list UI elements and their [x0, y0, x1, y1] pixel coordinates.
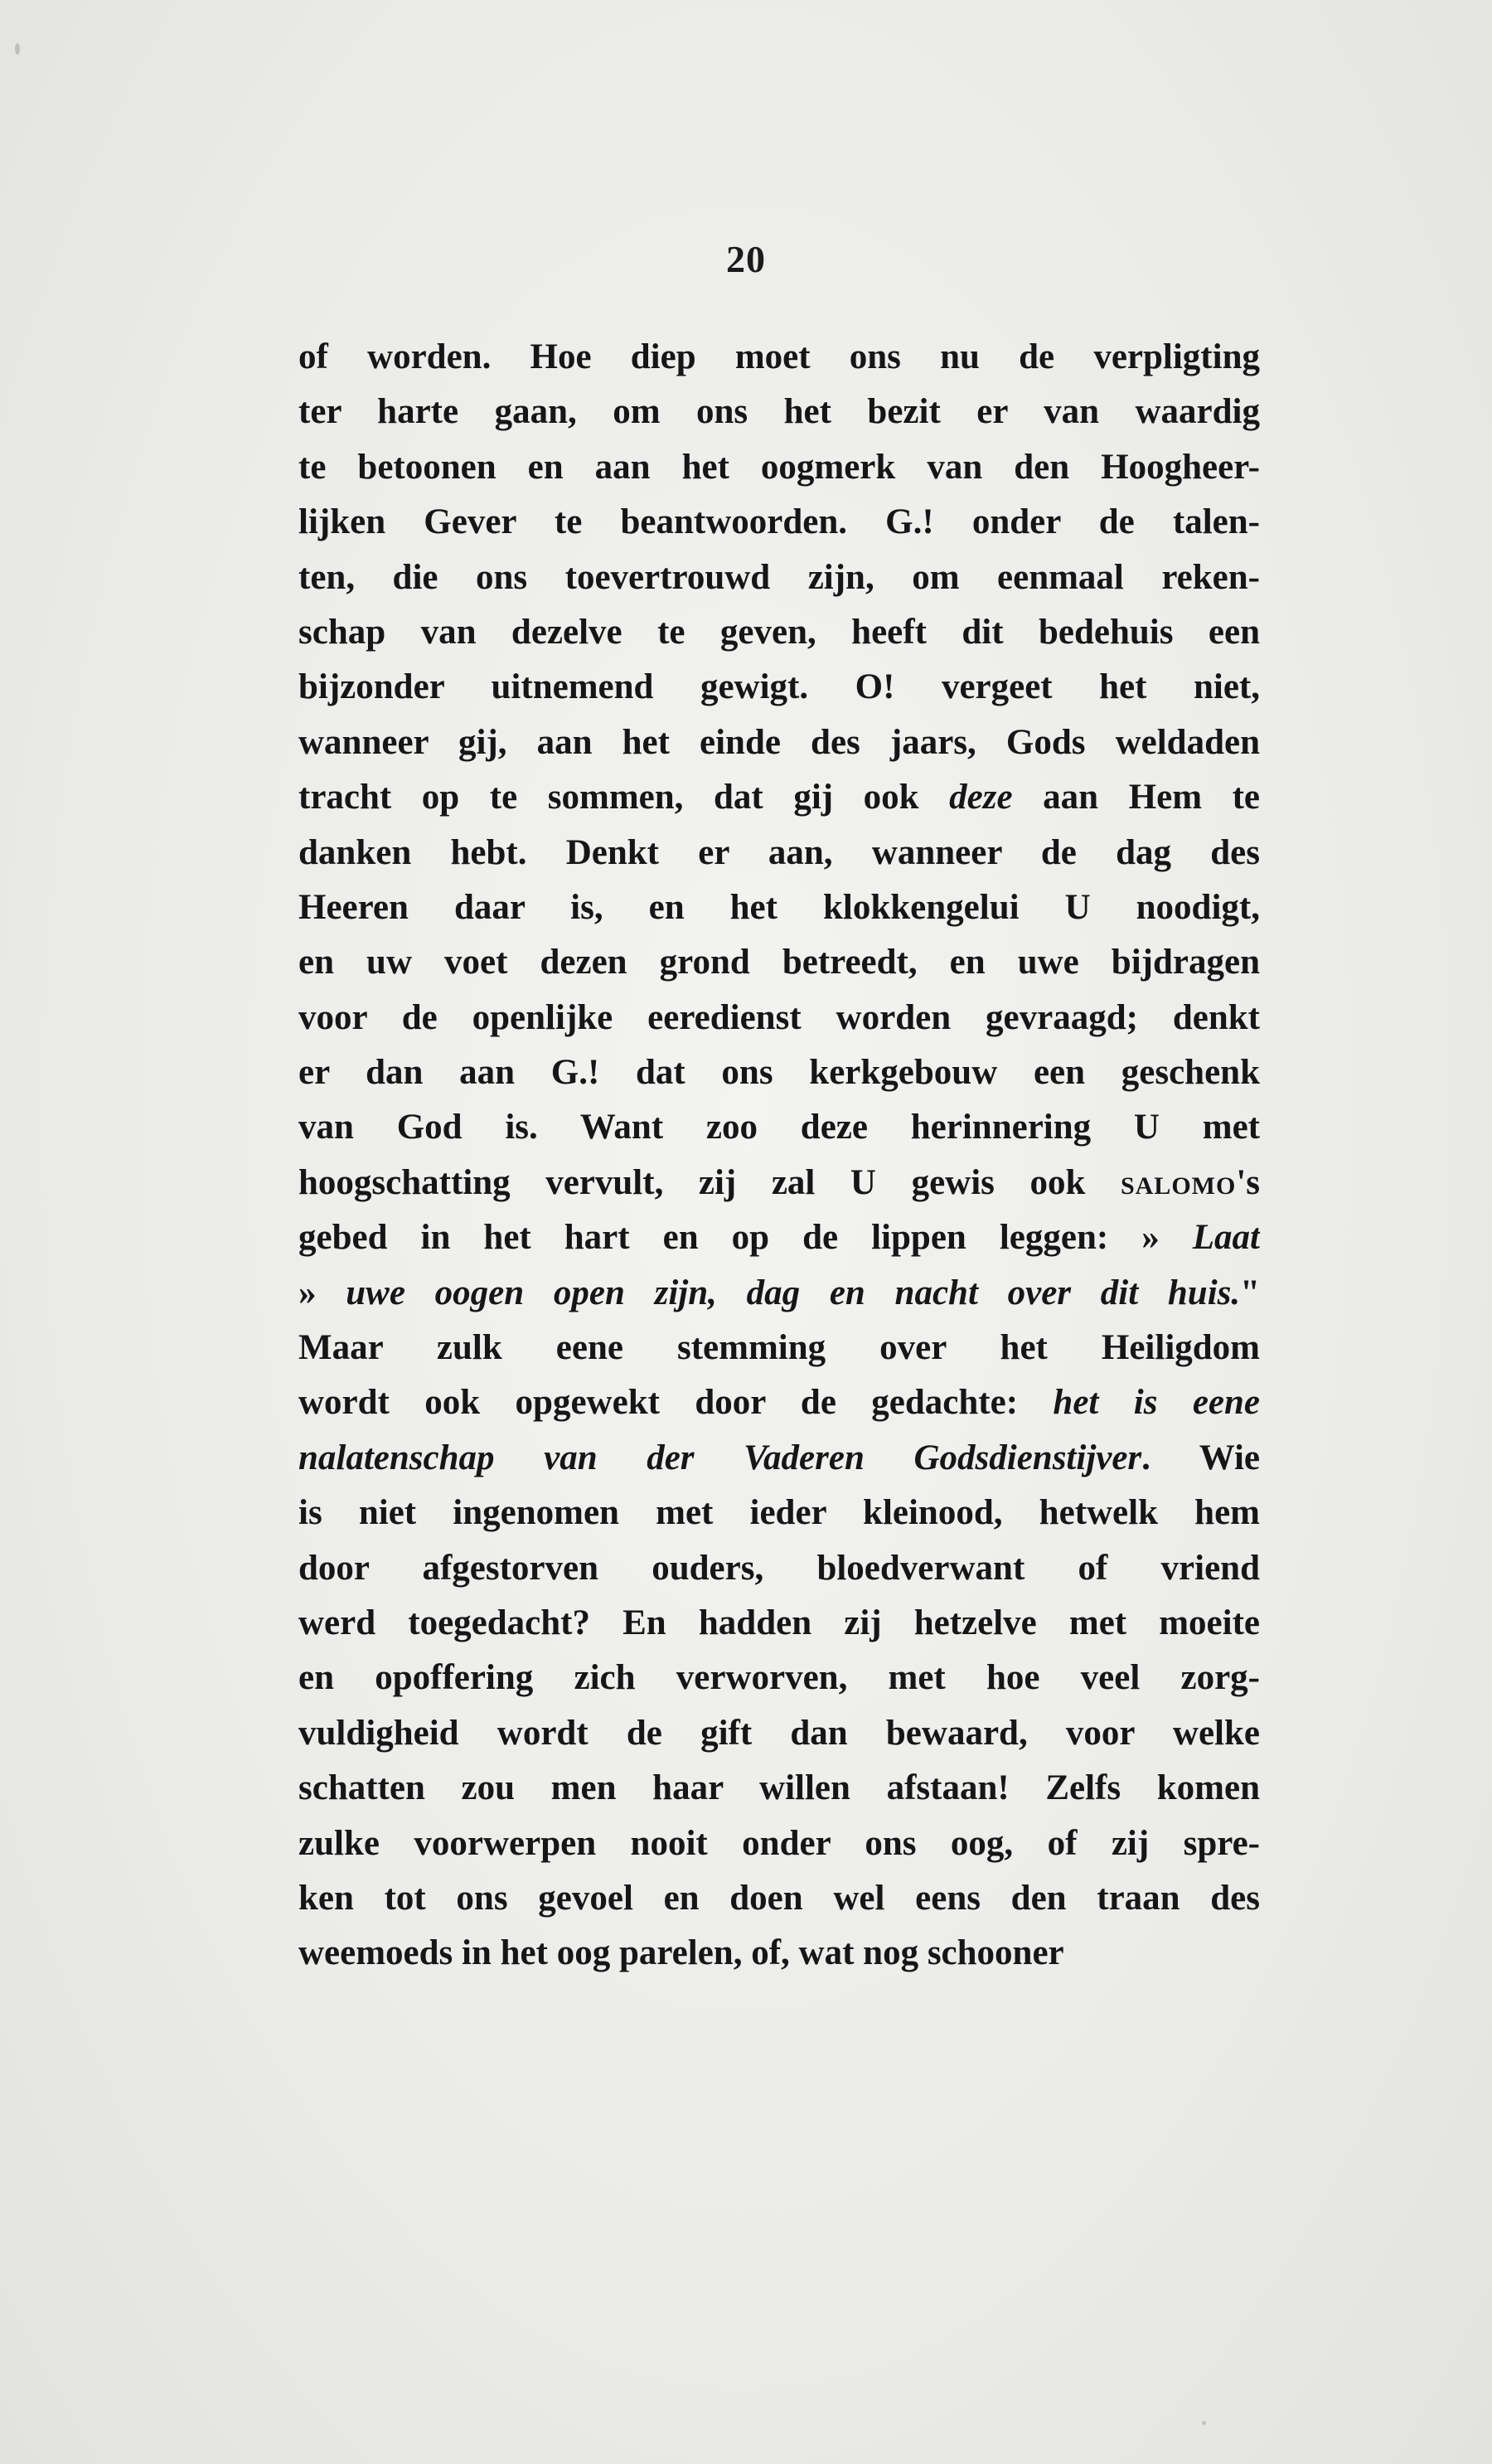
text-segment: er dan aan G.! dat ons kerkgebouw een geschenk: [298, 1053, 1260, 1093]
text-segment: zulke voorwerpen nooit onder ons oog, of zij spre-: [298, 1823, 1260, 1863]
text-line: [298, 1706, 1260, 1761]
text-segment: Maar zulk eene stemming over het Heiligdom: [298, 1328, 1260, 1368]
text-segment: en opoffering zich verworven, met hoe veel zorg-: [298, 1658, 1260, 1698]
text-line: [298, 605, 1260, 660]
small-caps-text: salomo: [1120, 1162, 1237, 1202]
italic-text: het is eene: [1053, 1383, 1260, 1423]
page-number: 20: [726, 238, 766, 280]
text-line: [298, 935, 1260, 990]
text-segment: werd toegedacht? En hadden zij hetzelve met moeite: [298, 1603, 1260, 1642]
text-segment: ter harte gaan, om ons het bezit er van waardig: [298, 392, 1260, 432]
text-segment: ken tot ons gevoel en doen wel eens den traan des: [298, 1878, 1260, 1918]
text-line: [298, 1266, 1260, 1321]
text-line: [298, 1651, 1260, 1705]
text-segment: aan Hem te: [1012, 778, 1260, 817]
text-segment: schap van dezelve te geven, heeft dit bedehuis een: [298, 612, 1260, 652]
text-segment: weemoeds in het oog parelen, of, wat nog schooner: [298, 1933, 1064, 1973]
italic-text: uwe oogen open zijn, dag en nacht over dit huis.: [346, 1273, 1241, 1312]
text-segment: »: [298, 1273, 346, 1312]
text-segment: wanneer gij, aan het einde des jaars, Gods weldaden: [298, 722, 1260, 762]
text-segment: voor de openlijke eeredienst worden gevraagd; denkt: [298, 997, 1260, 1037]
italic-text: deze: [949, 778, 1013, 817]
text-line: [298, 1156, 1260, 1210]
text-segment: hoogschatting vervult, zij zal U gewis ook: [298, 1162, 1121, 1202]
text-segment: bijzonder uitnemend gewigt. O! vergeet het niet,: [298, 667, 1260, 707]
text-segment: vuldigheid wordt de gift dan bewaard, voor welke: [298, 1713, 1260, 1753]
text-segment: lijken Gever te beantwoorden. G.! onder de talen-: [298, 502, 1260, 542]
text-line: [298, 826, 1260, 880]
text-line: [298, 660, 1260, 715]
text-line: [298, 1926, 1260, 1981]
paper-speck: [15, 43, 20, 55]
text-line: [298, 1596, 1260, 1651]
text-line: [298, 495, 1260, 550]
body-text: [298, 330, 1260, 1981]
text-line: [298, 551, 1260, 605]
text-line: [298, 385, 1260, 439]
text-line: [298, 1100, 1260, 1155]
text-line: [298, 1321, 1260, 1375]
text-segment: of worden. Hoe diep moet ons nu de verpligting: [298, 337, 1260, 376]
text-line: [298, 1045, 1260, 1100]
text-line: [298, 1375, 1260, 1430]
text-segment: ten, die ons toevertrouwd zijn, om eenmaal reken-: [298, 557, 1260, 597]
text-line: [298, 1210, 1260, 1265]
text-segment: is niet ingenomen met ieder kleinood, hetwelk hem: [298, 1493, 1260, 1533]
text-segment: Heeren daar is, en het klokkengelui U noodigt,: [298, 887, 1260, 927]
text-segment: wordt ook opgewekt door de gedachte:: [298, 1383, 1054, 1423]
text-line: [298, 715, 1260, 770]
text-line: [298, 330, 1260, 385]
text-segment: schatten zou men haar willen afstaan! Zelfs komen: [298, 1768, 1260, 1808]
italic-text: Laat: [1192, 1218, 1260, 1258]
text-segment: gebed in het hart en op de lippen leggen: »: [298, 1218, 1193, 1258]
text-line: [298, 991, 1260, 1045]
text-segment: tracht op te sommen, dat gij ook: [298, 778, 950, 817]
text-segment: door afgestorven ouders, bloedverwant of vriend: [298, 1548, 1260, 1588]
italic-text: nalatenschap van der Vaderen Godsdienstijver: [298, 1438, 1142, 1477]
text-line: [298, 1871, 1260, 1926]
text-segment: te betoonen en aan het oogmerk van den Hoogheer-: [298, 447, 1260, 487]
text-segment: 's: [1236, 1162, 1260, 1202]
text-line: [298, 1761, 1260, 1816]
text-segment: van God is. Want zoo deze herinnering U met: [298, 1108, 1260, 1147]
text-line: [298, 880, 1260, 935]
text-line: [298, 770, 1260, 825]
text-line: [298, 1816, 1260, 1871]
text-line: [298, 440, 1260, 495]
text-segment: en uw voet dezen grond betreedt, en uwe bijdragen: [298, 943, 1260, 982]
text-line: [298, 1431, 1260, 1486]
text-line: [298, 1541, 1260, 1596]
text-segment: . Wie: [1141, 1438, 1260, 1477]
paper-speck: [1202, 2421, 1206, 2425]
text-line: [298, 1486, 1260, 1540]
text-segment: danken hebt. Denkt er aan, wanneer de dag des: [298, 832, 1260, 872]
text-segment: ": [1240, 1273, 1260, 1312]
